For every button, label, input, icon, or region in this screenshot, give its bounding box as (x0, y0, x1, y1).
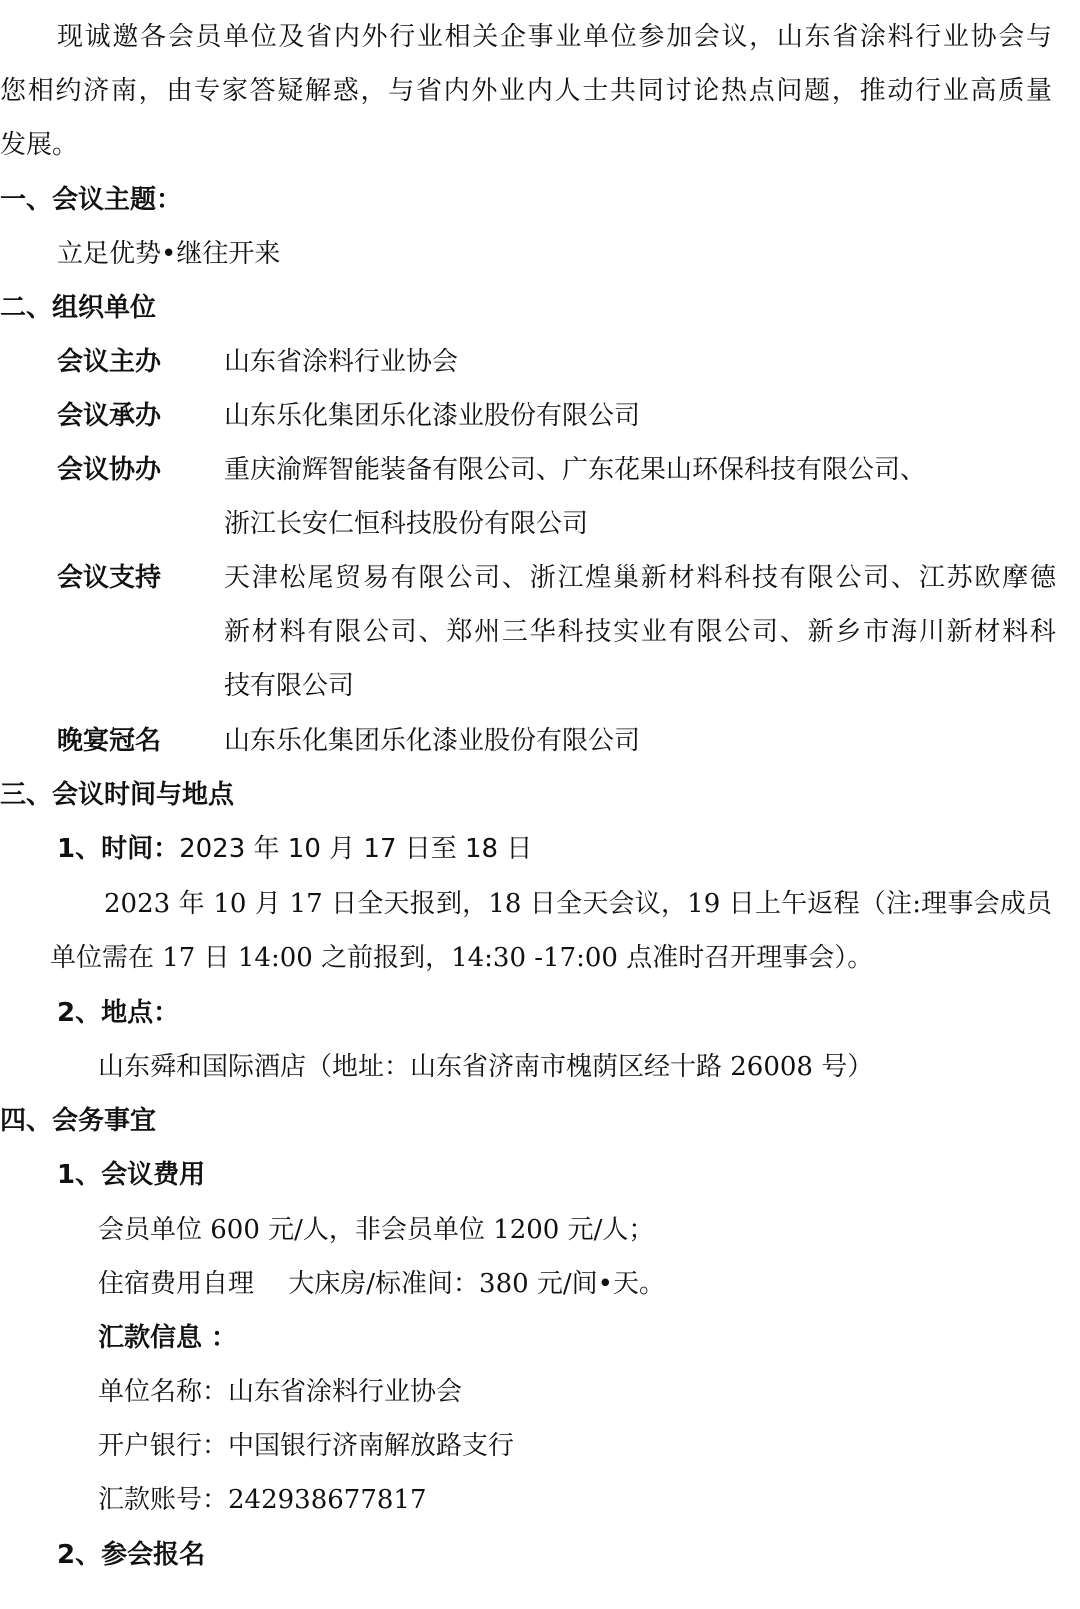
support-row-3 (0, 659, 1080, 713)
support-value-1: 天津松尾贸易有限公司、浙江煌巢新材料科技有限公司、江苏欧摩德 (224, 563, 1056, 593)
intro-line-3: 发展。 (0, 130, 79, 160)
host-value: 山东省涂料行业协会 (224, 347, 459, 377)
co-organizer-value-2: 浙江长安仁恒科技股份有限公司 (224, 509, 589, 539)
section-1-heading: 一、会议主题： (0, 185, 183, 215)
section-3-heading: 三、会议时间与地点 (0, 780, 235, 810)
co-organizer-row-2 (0, 497, 1080, 551)
organizer-value: 山东乐化集团乐化漆业股份有限公司 (224, 401, 641, 431)
bank-name: 开户银行：中国银行济南解放路支行 (98, 1431, 515, 1461)
support-value-3: 技有限公司 (224, 671, 355, 701)
time-detail-2: 单位需在 17 日 14:00 之前报到，14:30 -17:00 点准时召开理事会）。 (50, 943, 874, 973)
account-number: 汇款账号：242938677817 (98, 1485, 427, 1515)
banquet-row (0, 714, 1080, 768)
lodging-line: 住宿费用自理 大床房/标准间：380 元/间•天。 (98, 1269, 666, 1299)
fee-label: 1、会议费用 (57, 1160, 206, 1190)
banquet-value: 山东乐化集团乐化漆业股份有限公司 (224, 726, 641, 756)
co-organizer-row (0, 443, 1080, 497)
co-organizer-label: 会议协办 (57, 455, 162, 485)
section-2-heading: 二、组织单位 (0, 293, 157, 323)
support-label: 会议支持 (57, 563, 162, 593)
unit-name: 单位名称：山东省涂料行业协会 (98, 1377, 463, 1407)
banquet-label: 晚宴冠名 (57, 726, 162, 756)
section-4-heading: 四、会务事宜 (0, 1106, 157, 1136)
host-row (0, 335, 1080, 389)
place-value: 山东舜和国际酒店（地址：山东省济南市槐荫区经十路 26008 号） (98, 1052, 874, 1082)
time-label: 1、时间： (57, 834, 180, 864)
host-label: 会议主办 (57, 347, 162, 377)
support-value-2: 新材料有限公司、郑州三华科技实业有限公司、新乡市海川新材料科 (224, 617, 1056, 647)
time-value: 2023 年 10 月 17 日至 18 日 (179, 834, 533, 864)
remit-label: 汇款信息 ： (98, 1323, 238, 1353)
organizer-label: 会议承办 (57, 401, 162, 431)
time-row (57, 822, 1080, 876)
organizer-row (0, 389, 1080, 443)
meeting-theme: 立足优势•继往开来 (57, 239, 281, 269)
co-organizer-value-1: 重庆渝辉智能装备有限公司、广东花果山环保科技有限公司、 (224, 455, 927, 485)
support-row-2 (0, 605, 1080, 659)
place-label: 2、地点： (57, 998, 180, 1028)
register-label: 2、参会报名 (57, 1540, 206, 1570)
intro-line-1: 现诚邀各会员单位及省内外行业相关企事业单位参加会议，山东省涂料行业协会与 (57, 22, 1052, 52)
time-detail-1: 2023 年 10 月 17 日全天报到，18 日全天会议，19 日上午返程（注:理事会成员 (104, 889, 1052, 919)
intro-line-2: 您相约济南，由专家答疑解惑，与省内外业内人士共同讨论热点问题，推动行业高质量 (0, 76, 1052, 106)
support-row (0, 551, 1080, 605)
fee-line: 会员单位 600 元/人，非会员单位 1200 元/人； (98, 1215, 655, 1245)
